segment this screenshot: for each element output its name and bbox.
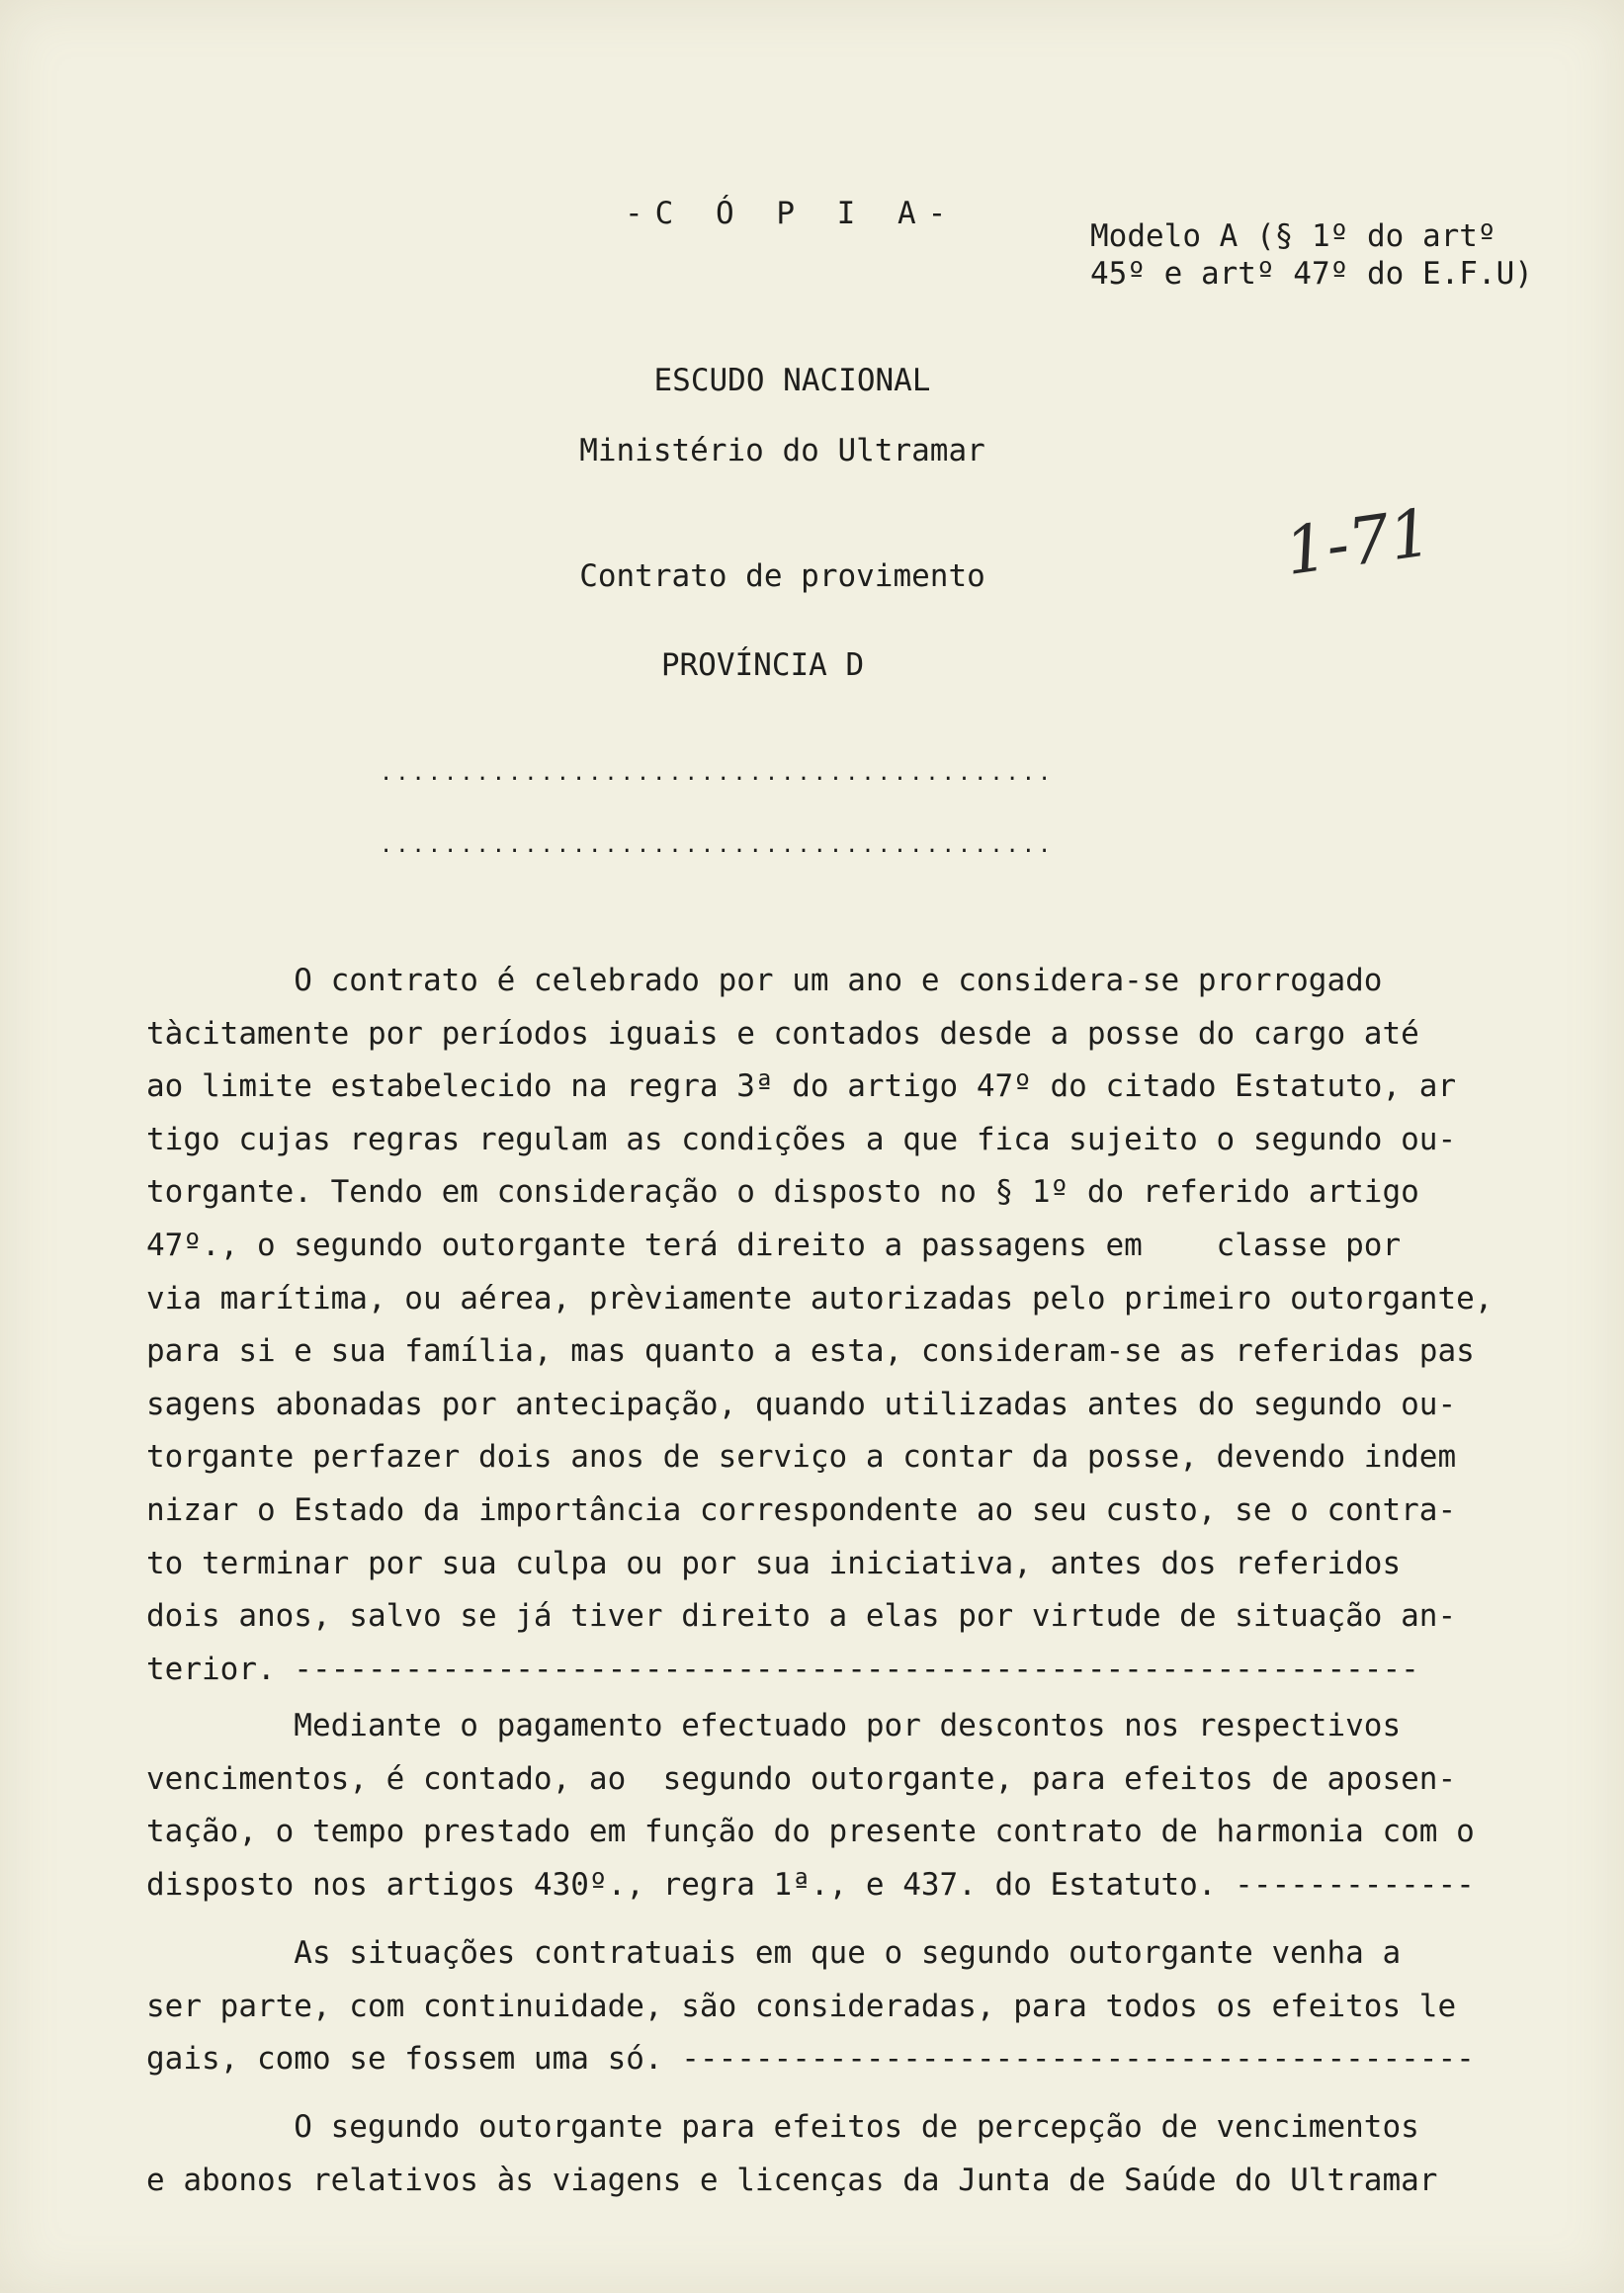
text-line: e abonos relativos às viagens e licenças da Junta de Saúde do Ultramar: [146, 2162, 1438, 2198]
text-line: torgante perfazer dois anos de serviço a contar da posse, devendo indem: [146, 1439, 1457, 1476]
text-line: vencimentos, é contado, ao segundo outorgante, para efeitos de aposen-: [146, 1760, 1457, 1797]
heading-ministerio: Ministério do Ultramar: [579, 433, 985, 468]
text-line: ao limite estabelecido na regra 3ª do artigo 47º do citado Estatuto, ar: [146, 1068, 1457, 1105]
text-line: disposto nos artigos 430º., regra 1ª., e 437. do Estatuto. -------------: [146, 1866, 1475, 1903]
paragraph-4: [146, 2101, 1550, 2207]
paragraph-2: [146, 1700, 1550, 1911]
model-reference: [1090, 217, 1533, 293]
text-line: torgante. Tendo em consideração o disposto no § 1º do referido artigo: [146, 1174, 1419, 1211]
text-line: via marítima, ou aérea, prèviamente autorizadas pelo primeiro outorgante,: [146, 1280, 1494, 1316]
text-line: O contrato é celebrado por um ano e considera-se prorrogado: [146, 963, 1383, 998]
text-line: ser parte, com continuidade, são consideradas, para todos os efeitos le: [146, 1988, 1457, 2024]
text-line: gais, como se fossem uma só. -------------------------------------------: [146, 2041, 1475, 2078]
handwritten-mark: 1-71: [1280, 494, 1436, 590]
text-line: dois anos, salvo se já tiver direito a elas por virtude de situação an-: [146, 1598, 1457, 1635]
text-line: terior. -------------------------------------------------------------: [146, 1651, 1419, 1687]
text-line: O segundo outorgante para efeitos de percepção de vencimentos: [146, 2109, 1419, 2145]
paragraph-1: [146, 955, 1550, 1696]
model-line-2: 45º e artº 47º do E.F.U): [1090, 256, 1533, 292]
heading-provincia: PROVÍNCIA D: [660, 647, 865, 683]
text-line: nizar o Estado da importância correspondente ao seu custo, se o contra-: [146, 1491, 1457, 1528]
text-line: tàcitamente por períodos iguais e contados desde a posse do cargo até: [146, 1015, 1419, 1052]
copy-label: -C Ó P I A-: [625, 196, 959, 231]
text-line: tação, o tempo prestado em função do presente contrato de harmonia com o: [146, 1814, 1475, 1850]
heading-contrato: Contrato de provimento: [579, 558, 985, 594]
heading-escudo: ESCUDO NACIONAL: [653, 363, 931, 398]
text-line: para si e sua família, mas quanto a esta, consideram-se as referidas pas: [146, 1333, 1475, 1370]
paragraph-3: [146, 1927, 1550, 2086]
model-line-1: Modelo A (§ 1º do artº: [1090, 218, 1496, 254]
text-line: As situações contratuais em que o segundo outorgante venha a: [146, 1935, 1402, 1971]
text-line: 47º., o segundo outorgante terá direito a passagens em classe por: [146, 1227, 1402, 1263]
text-line: Mediante o pagamento efectuado por descontos nos respectivos: [146, 1708, 1402, 1743]
text-line: to terminar por sua culpa ou por sua iniciativa, antes dos referidos: [146, 1545, 1402, 1581]
dotted-separator-1: ..........................................: [380, 761, 1055, 786]
dotted-separator-2: ..........................................: [380, 833, 1055, 858]
text-line: sagens abonadas por antecipação, quando utilizadas antes do segundo ou-: [146, 1386, 1457, 1422]
text-line: tigo cujas regras regulam as condições a que fica sujeito o segundo ou-: [146, 1121, 1457, 1157]
